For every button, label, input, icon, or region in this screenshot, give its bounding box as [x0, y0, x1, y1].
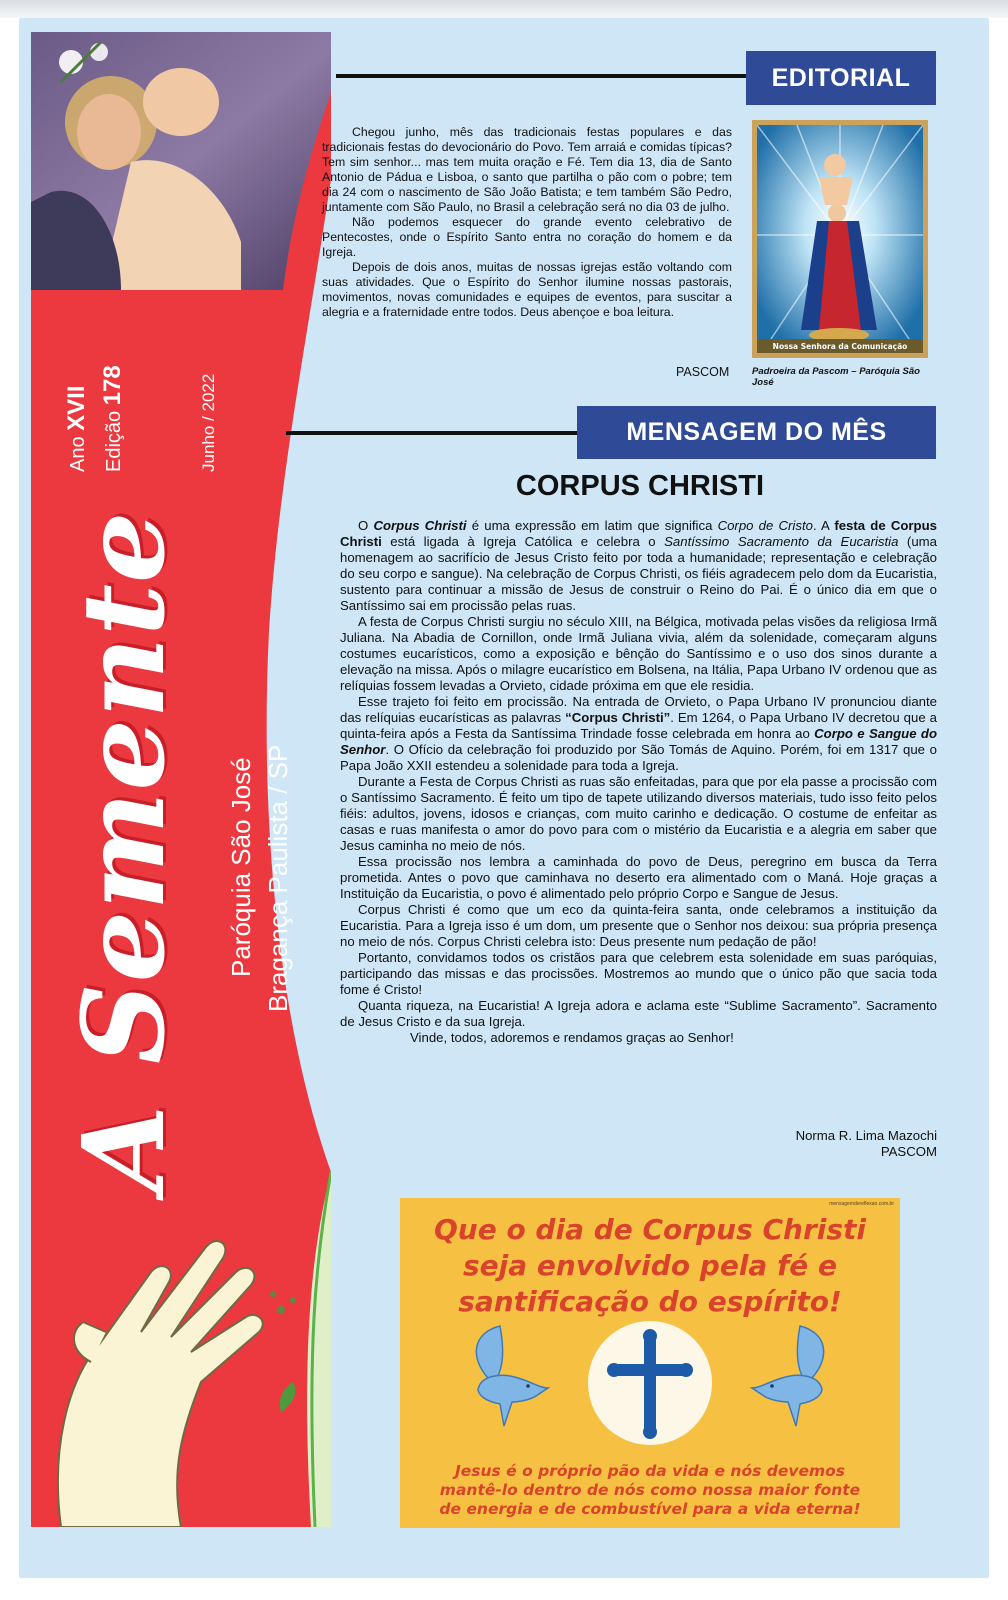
image-label: Nossa Senhora da Comunicação [772, 342, 908, 351]
editorial-signature: PASCOM [676, 365, 730, 379]
article-paragraph: Quanta riqueza, na Eucaristia! A Igreja adora e aclama este “Sublime Sacramento”. Sacramento de Jesus Cristo e da sua Igreja. [340, 998, 937, 1029]
editorial-rule [336, 74, 748, 78]
article-body [340, 518, 937, 1046]
message-rule [286, 431, 582, 435]
article-paragraph: Esse trajeto foi feito em procissão. Na entrada de Orvieto, o Papa Urbano IV pronunciou diante das relíquias eucarísticas as palavras “Corpus Christi”. Em 1264, o Papa Urbano IV decretou que a quinta-feira após a Festa da Santíssima Trindade fosse celebrada em honra ao Corpo e Sangue do Senhor. O Ofício da celebração foi produzido por São Tomás de Aquino. Porém, foi em 1317 que o Papa João XXII estendeu a solenidade para toda a Igreja. [340, 694, 938, 773]
screen-top-edge [0, 0, 1008, 18]
our-lady-image [752, 120, 928, 358]
author-name: Norma R. Lima Mazochi [795, 1128, 937, 1143]
card-line: santificação do espírito! [458, 1285, 842, 1318]
issue-date: Junho / 2022 [199, 373, 218, 472]
masthead-column [31, 32, 331, 1527]
article-paragraph: Essa procissão nos lembra a caminhada do povo de Deus, peregrino em busca da Terra prometida. Antes o povo que caminhava no deserto era alimentado com o Maná. Hoje graças a Instituição da Eucaristia, o povo é alimentado pelo próprio Corpo e Sangue de Jesus. [340, 854, 937, 901]
article-paragraph: A festa de Corpus Christi surgiu no século XIII, na Bélgica, motivada pelas visões da religiosa Irmã Juliana. Na Abadia de Cornillon, onde Irmã Juliana vivia, além da solenidade, começaram alguns costumes eucarísticos, como a exposição e bênção do Santíssimo e o uso dos sinos durante a elevação na missa. Após o milagre eucarístico em Bolsena, na Itália, Papa Urbano IV ordenou que as relíquias fossem levadas a Orvieto, cidade próxima em que ele residia. [340, 614, 937, 693]
card-foot-line: de energia e de combustível para a vida eterna! [439, 1500, 861, 1518]
card-source: mensagemdereflexao.com.br [829, 1201, 894, 1207]
editorial-paragraph: Depois de dois anos, muitas de nossas igrejas estão voltando com suas atividades. Que o Espírito do Senhor ilumine nossas pastorais, movimentos, novas comunidades e equipes de eventos, para suscitar a alegria e a fraternidade entre todos. Deus abençoe e boa leitura. [322, 260, 732, 319]
article-paragraph: Durante a Festa de Corpus Christi as ruas são enfeitadas, para que por ela passe a procissão com o Santíssimo Sacramento. É feito um tipo de tapete utilizando diversos materiais, tudo isso feito pelos fiéis: adultos, jovens, idosos e crianças, com muito carinho e dedicação. O costume de enfeitar as casas e ruas manifesta o amor do povo para com o mistério da Eucaristia e a alegria em saber que Jesus caminha no meio de nós. [340, 774, 937, 853]
dove-right-icon [752, 1326, 824, 1426]
volume-year: Ano XVII [63, 385, 90, 472]
editorial-paragraph: Não podemos esquecer do grande evento celebrativo de Pentecostes, onde o Espírito Santo entra no coração do homem e da Igreja. [322, 215, 732, 259]
card-message [400, 1212, 900, 1320]
article-paragraph: O Corpus Christi é uma expressão em latim que significa Corpo de Cristo. A festa de Corpus Christi está ligada à Igreja Católica e celebra o Santíssimo Sacramento da Eucaristia (uma homenagem ao sacrifício de Jesus Cristo feito por toda a humanidade; representação e celebração do seu corpo e sangue). Na celebração de Corpus Christi, os fiéis agradecem pelo dom da Eucaristia, sustento para continuar a missão de Jesus de construir o Reino do Pai. É o único dia em que o Santíssimo sai em procissão pelas ruas. [340, 518, 937, 613]
card-line: Que o dia de Corpus Christi [433, 1213, 867, 1246]
author-group: PASCOM [880, 1144, 937, 1159]
editorial-body [322, 125, 732, 320]
image-caption: Padroeira da Pascom – Paróquia São José [752, 366, 920, 388]
edition-number: Edição 178 [99, 365, 126, 472]
card-footnote [400, 1462, 900, 1519]
parish-city: Bragança Paulista / SP [263, 744, 293, 1012]
article-paragraph: Portanto, convidamos todos os cristãos para que celebrem esta solenidade em suas paróquias, participando das missas e das procissões. Mostremos ao mundo que o único pão que sacia toda fome é Cristo! [340, 950, 937, 997]
card-artwork [400, 1318, 900, 1458]
card-foot-line: mantê-lo dentro de nós como nossa maior fonte [439, 1481, 861, 1499]
article-signature [700, 1128, 937, 1160]
card-foot-line: Jesus é o próprio pão da vida e nós devemos [455, 1462, 845, 1480]
article-paragraph: Vinde, todos, adoremos e rendamos graças ao Senhor! [410, 1030, 734, 1045]
corpus-christi-card [400, 1198, 900, 1528]
article-paragraph: Corpus Christi é como que um eco da quinta-feira santa, onde celebramos a instituição da Eucaristia. Para a Igreja isso é um dom, um presente que o Senhor nos deixou: sua própria presença no meio de nós. Corpus Christi celebra isto: Deus presente num pedação de pão! [340, 902, 937, 949]
editorial-banner: EDITORIAL [746, 51, 936, 105]
newsletter-title: A Semente [59, 510, 190, 1192]
article-title: CORPUS CHRISTI [515, 470, 765, 502]
card-line: seja envolvido pela fé e [463, 1249, 837, 1282]
parish-name: Paróquia São José [226, 757, 256, 977]
message-banner: MENSAGEM DO MÊS [577, 406, 936, 459]
dove-left-icon [476, 1326, 548, 1426]
editorial-paragraph: Chegou junho, mês das tradicionais festas populares e das tradicionais festas do devocionário do Povo. Tem arraiá e comidas típicas? Tem sim senhor... mas tem muita oração e Fé. Tem dia 13, dia de Santo Antonio de Pádua e Lisboa, o santo que partilha o pão com o pobre; tem dia 24 com o nascimento de São João Batista; e tem também São Pedro, juntamente com São Paulo, no Brasil a celebração será no dia 03 de julho. [322, 125, 732, 214]
